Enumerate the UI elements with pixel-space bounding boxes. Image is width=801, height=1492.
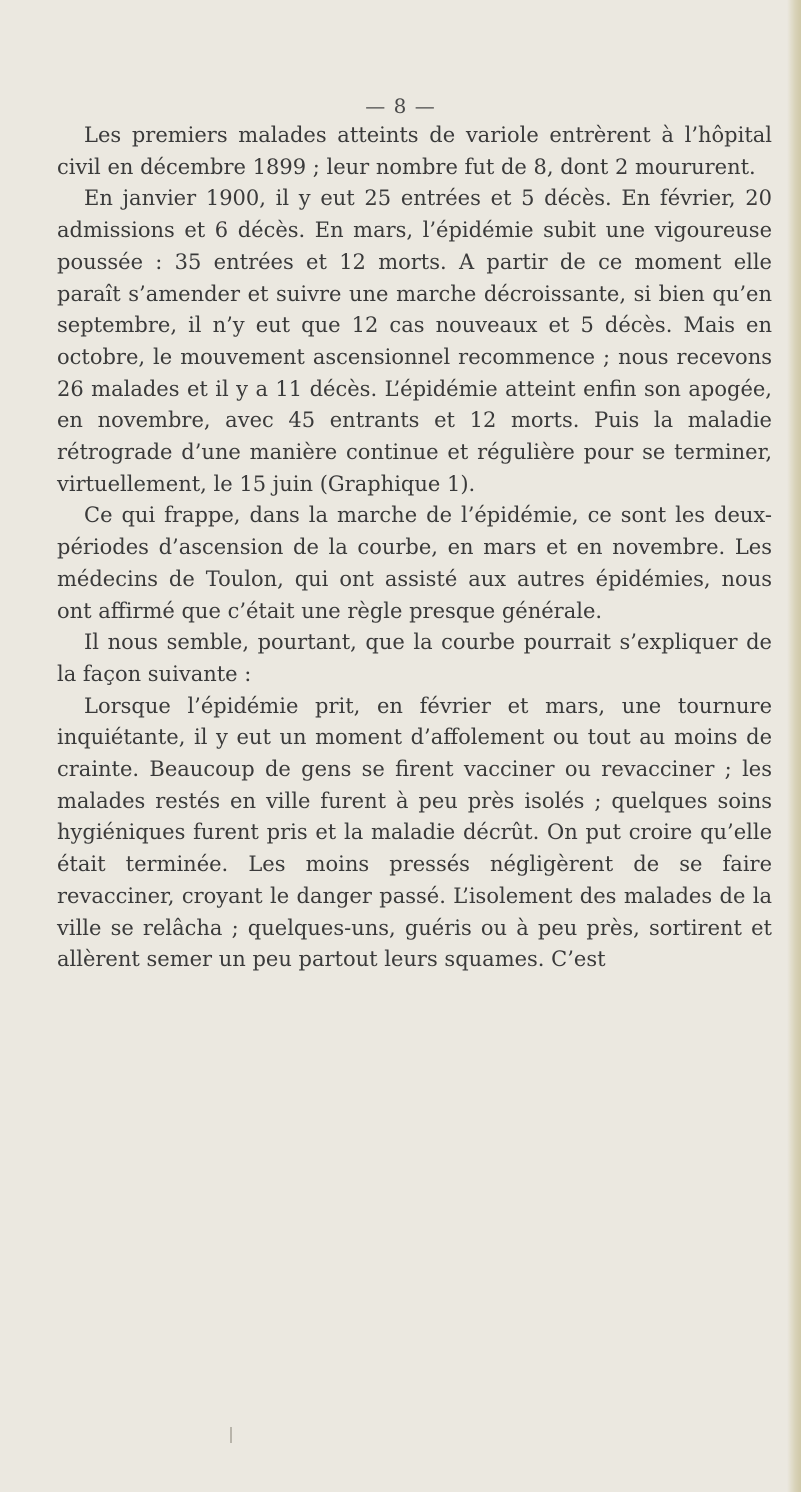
page-number: — 8 — (365, 94, 436, 118)
paragraph-2: En janvier 1900, il y eut 25 entrées et 5 décès. En février, 20 admissions et 6 décès. En mars, l’épidémie subit une vigoureuse poussée : 35 entrées et 12 morts. A partir de ce moment elle paraît s’amender et suivre une marche décroissante, si bien qu’en septembre, il n’y eut que 12 cas nouveaux et 5 décès. Mais en octobre, le mouvement ascensionnel recommence ; nous recevons 26 malades et il y a 11 décès. L’épidémie atteint enfin son apogée, en novembre, avec 45 entrants et 12 morts. Puis la maladie rétrograde d’une manière continue et régulière pour se terminer, virtuellement, le 15 juin (Graphique 1). (57, 186, 772, 496)
paragraph-3: Ce qui frappe, dans la marche de l’épidémie, ce sont les deux-périodes d’ascension de la courbe, en mars et en novembre. Les médecins de Toulon, qui ont assisté aux autres épidémies, nous ont affirmé que c’était une règle presque générale. (57, 503, 772, 623)
paper-speck (230, 1427, 232, 1443)
paragraph-1: Les premiers malades atteints de variole entrèrent à l’hôpital civil en décembre 1899 ; leur nombre fut de 8, dont 2 moururent. (57, 123, 772, 179)
paragraph-4: Il nous semble, pourtant, que la courbe pourrait s’expliquer de la façon suivante : (57, 630, 772, 686)
page-edge-shadow (787, 0, 801, 1492)
paragraph-5: Lorsque l’épidémie prit, en février et mars, une tournure inquiétante, il y eut un moment d’affolement ou tout au moins de crainte. Beaucoup de gens se firent vacciner ou revacciner ; les malades restés en ville furent à peu près isolés ; quelques soins hygiéniques furent pris et la maladie décrût. On put croire qu’elle était terminée. Les moins pressés négligèrent de se faire revacciner, croyant le danger passé. L’isolement des malades de la ville se relâcha ; quelques-uns, guéris ou à peu près, sortirent et allèrent semer un peu partout leurs squames. C’est (57, 693, 772, 972)
body-text (57, 120, 772, 976)
